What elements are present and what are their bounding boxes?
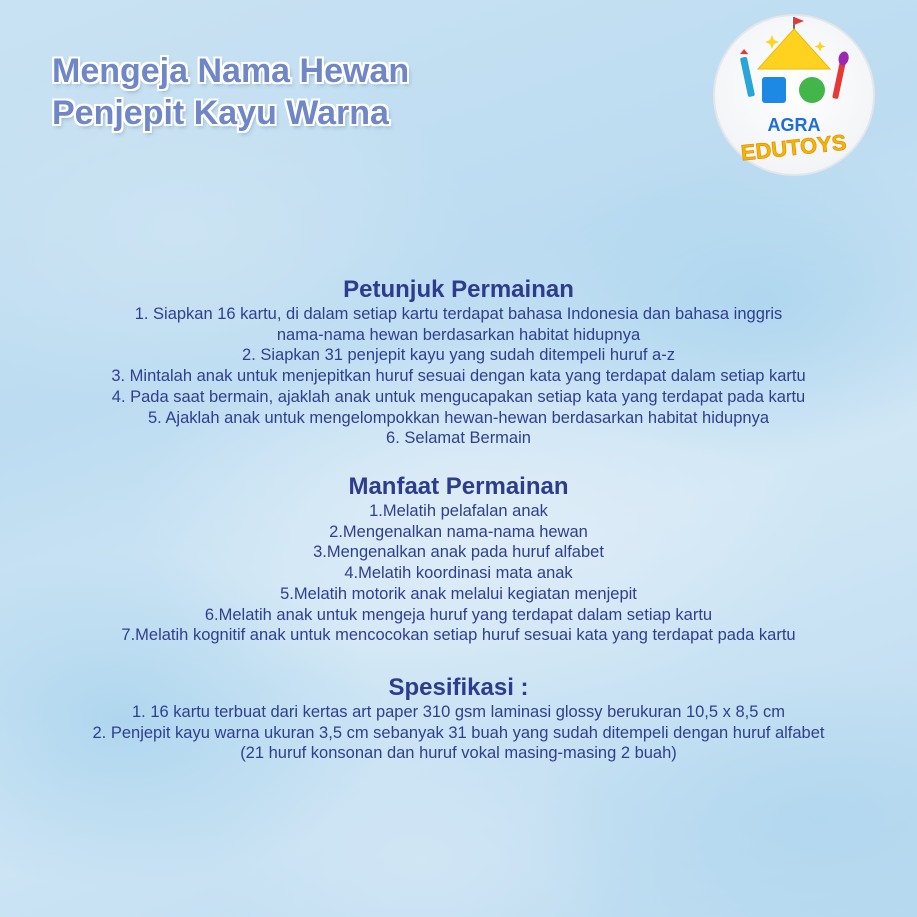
instruction-line: 6. Selamat Bermain <box>386 429 531 448</box>
house-shapes-logo-icon <box>712 13 876 177</box>
instruction-line: 1. Siapkan 16 kartu, di dalam setiap kartu terdapat bahasa Indonesia dan bahasa inggris <box>134 305 783 323</box>
benefit-line: 7.Melatih kognitif anak untuk mencocokan setiap huruf sesuai kata yang terdapat pada kartu <box>121 626 796 645</box>
instruction-line: nama-nama hewan berdasarkan habitat hidupnya <box>276 325 641 344</box>
instruction-line: 4. Pada saat bermain, ajaklah anak untuk mengucapakan setiap kata yang terdapat pada kartu <box>111 387 806 406</box>
benefit-line: 1.Melatih pelafalan anak <box>369 502 548 520</box>
benefits-heading: Manfaat Permainan <box>348 473 569 500</box>
instructions-section <box>0 276 917 449</box>
brand-logo <box>712 13 876 177</box>
title-line-1: Mengeja Nama Hewan <box>52 52 410 90</box>
logo-brand-bottom: EDUTOYS <box>739 129 848 166</box>
benefit-line: 5.Melatih motorik anak melalui kegiatan menjepit <box>280 584 637 603</box>
specification-line: 1. 16 kartu terbuat dari kertas art paper 310 gsm laminasi glossy berukuran 10,5 x 8,5 cm <box>132 703 785 721</box>
benefit-line: 3.Mengenalkan anak pada huruf alfabet <box>313 543 604 562</box>
specification-line: 2. Penjepit kayu warna ukuran 3,5 cm sebanyak 31 buah yang sudah ditempeli dengan huruf alfabet <box>92 723 825 742</box>
logo-brand-top: AGRA <box>767 115 821 135</box>
benefit-line: 2.Mengenalkan nama-nama hewan <box>329 522 588 541</box>
specifications-section <box>0 674 917 764</box>
instruction-line: 5. Ajaklah anak untuk mengelompokkan hewan-hewan berdasarkan habitat hidupnya <box>147 408 769 427</box>
instructions-heading: Petunjuk Permainan <box>343 276 574 303</box>
benefit-line: 4.Melatih koordinasi mata anak <box>344 564 573 583</box>
specifications-heading: Spesifikasi : <box>388 674 529 701</box>
instruction-line: 3. Mintalah anak untuk menjepitkan huruf sesuai dengan kata yang terdapat dalam setiap kartu <box>111 367 806 386</box>
benefits-section <box>0 473 917 646</box>
title-line-2: Penjepit Kayu Warna <box>52 94 389 132</box>
benefit-line: 6.Melatih anak untuk mengeja huruf yang terdapat dalam setiap kartu <box>204 605 713 624</box>
page-title <box>52 50 409 134</box>
specification-line: (21 huruf konsonan dan huruf vokal masing-masing 2 buah) <box>240 744 677 763</box>
instruction-line: 2. Siapkan 31 penjepit kayu yang sudah ditempeli huruf a-z <box>242 346 675 365</box>
